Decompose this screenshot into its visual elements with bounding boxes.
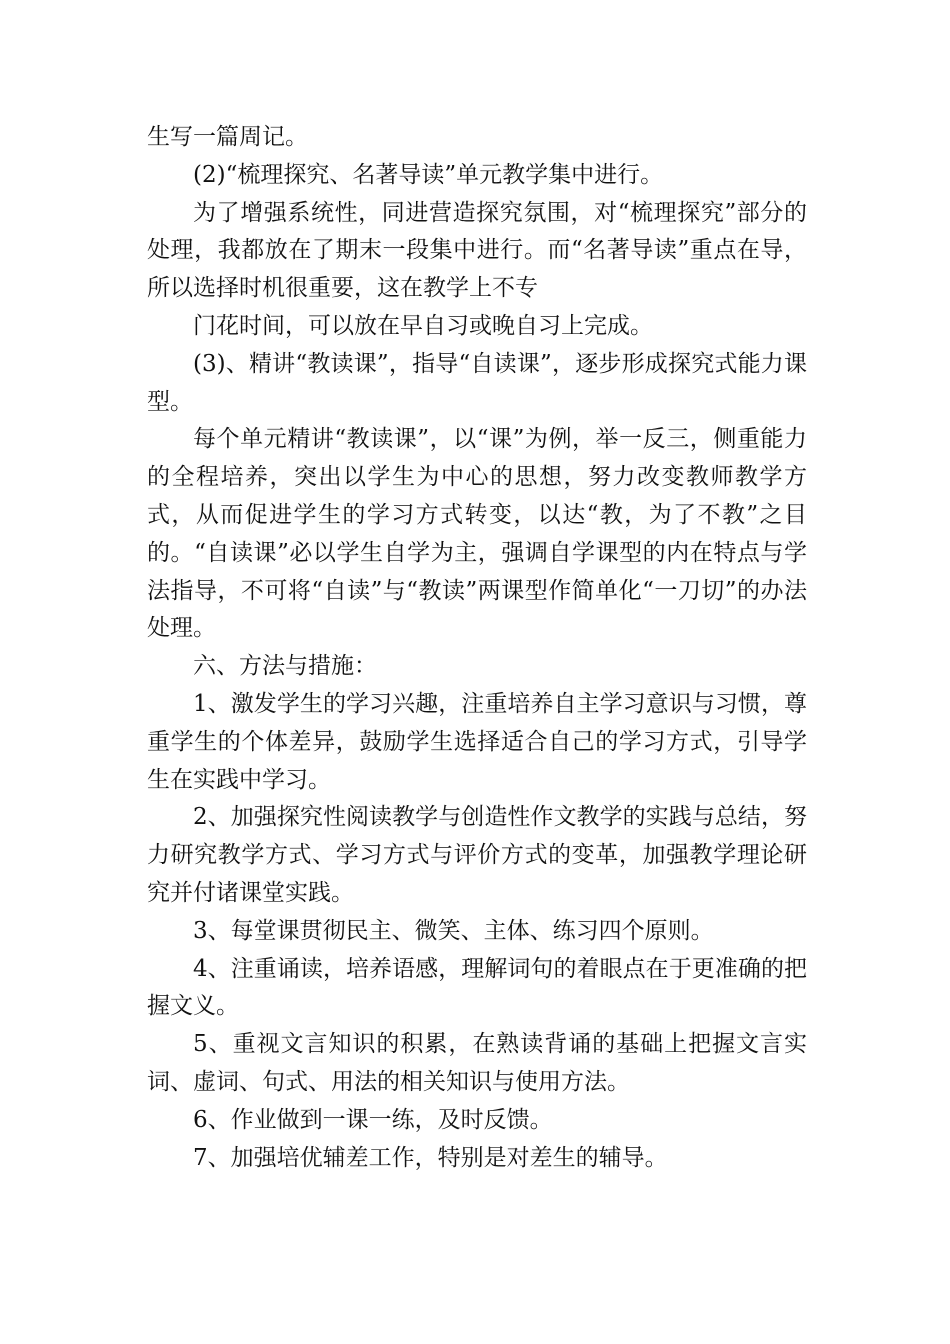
paragraph-unit-teaching: 每个单元精讲“教读课”，以“课”为例，举一反三，侧重能力的全程培养，突出以学生为中心的思想，努力改变教师教学方式，从而促进学生的学习方式转变，以达“教，为了不教”之目的。“自读课”必以学生自学为主，强调自学课型的内在特点与学法指导，不可将“自读”与“教读”两课型作简单化“一刀切”的办法处理。 [147, 426, 807, 642]
paragraph-morning-evening-study: 门花时间，可以放在早自习或晚自习上完成。 [193, 312, 653, 339]
list-item-4: 4、注重诵读，培养语感，理解词句的着眼点在于更准确的把握文义。 [147, 955, 807, 1020]
paragraph-weekly-journal: 生写一篇周记。 [147, 124, 308, 150]
list-item-7: 7、加强培优辅差工作，特别是对差生的辅导。 [193, 1144, 668, 1171]
list-item-3: 3、每堂课贯彻民主、微笑、主体、练习四个原则。 [193, 917, 714, 944]
list-item-6: 6、作业做到一课一练，及时反馈。 [193, 1106, 553, 1133]
list-item-5: 5、重视文言知识的积累，在熟读背诵的基础上把握文言实词、虚词、句式、用法的相关知识与使用方法。 [147, 1031, 807, 1095]
list-item-2: 2、加强探究性阅读教学与创造性作文教学的实践与总结，努力研究教学方式、学习方式与评价方式的变革，加强教学理论研究并付诸课堂实践。 [147, 804, 807, 906]
paragraph-systematic: 为了增强系统性，同进营造探究氛围，对“梳理探究”部分的处理，我都放在了期末一段集中进行。而“名著导读”重点在导，所以选择时机很重要，这在教学上不专 [147, 199, 807, 302]
paragraph-heading-2: (2)“梳理探究、名著导读”单元教学集中进行。 [193, 161, 664, 188]
list-item-1: 1、激发学生的学习兴趣，注重培养自主学习意识与习惯，尊重学生的个体差异，鼓励学生选择适合自己的学习方式，引导学生在实践中学习。 [147, 690, 807, 793]
section-heading-methods: 六、方法与措施： [193, 653, 377, 680]
document-body [147, 119, 807, 1177]
paragraph-heading-3: (3)、精讲“教读课”，指导“自读课”，逐步形成探究式能力课型。 [147, 350, 807, 415]
